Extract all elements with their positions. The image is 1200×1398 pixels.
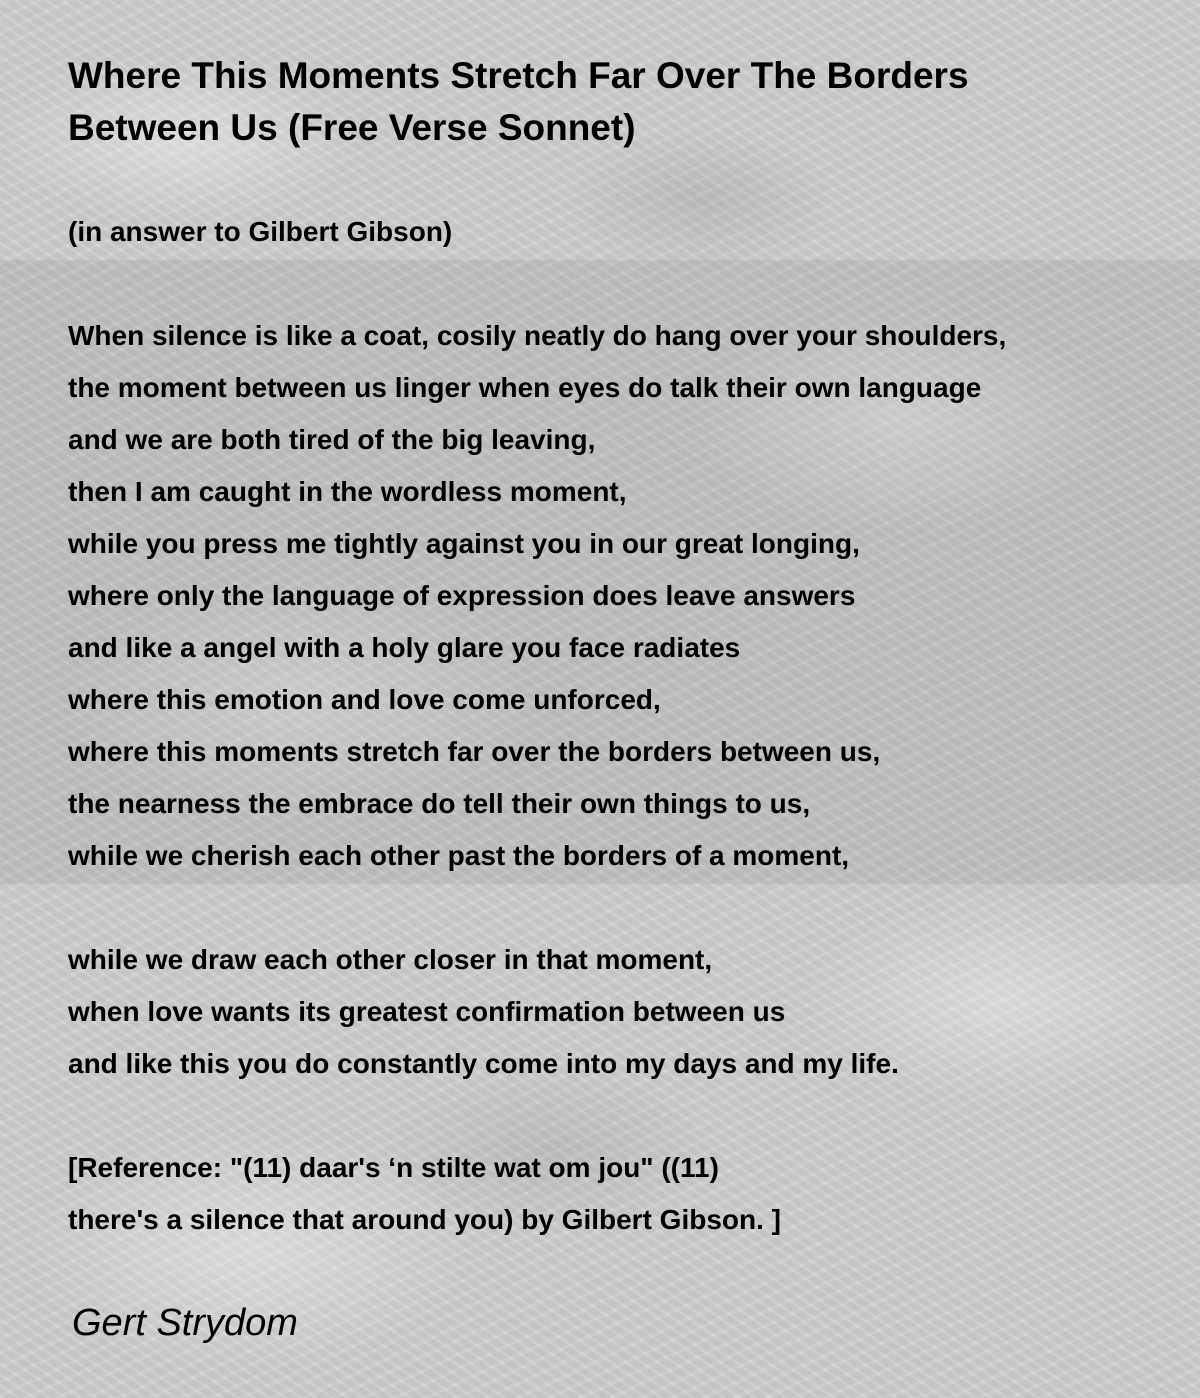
poem-title xyxy=(68,50,1178,154)
poem-title-line: Where This Moments Stretch Far Over The Borders xyxy=(68,55,969,96)
poem-line: where this moments stretch far over the borders between us, xyxy=(68,736,881,767)
reference-line: [Reference: "(11) daar's ‘n stilte wat om jou" ((11) xyxy=(68,1152,719,1183)
poem-title-line: Between Us (Free Verse Sonnet) xyxy=(68,107,636,148)
poem-line: then I am caught in the wordless moment, xyxy=(68,476,627,507)
poem-line: while you press me tightly against you in our great longing, xyxy=(68,528,860,559)
poem-line: and like a angel with a holy glare you face radiates xyxy=(68,632,741,663)
poem-line: where only the language of expression does leave answers xyxy=(68,580,856,611)
poem-reference xyxy=(68,1142,1178,1246)
poem-line: When silence is like a coat, cosily neatly do hang over your shoulders, xyxy=(68,320,1007,351)
reference-line: there's a silence that around you) by Gilbert Gibson. ] xyxy=(68,1204,782,1235)
poem-line: the moment between us linger when eyes do talk their own language xyxy=(68,372,982,403)
poem-line: while we draw each other closer in that moment, xyxy=(68,944,713,975)
poem-body xyxy=(68,50,1178,1246)
poem-line: and like this you do constantly come into my days and my life. xyxy=(68,1048,899,1079)
stanza-2 xyxy=(68,934,1178,1090)
poem-line: where this emotion and love come unforced, xyxy=(68,684,661,715)
poem-line: the nearness the embrace do tell their own things to us, xyxy=(68,788,811,819)
poem-line: and we are both tired of the big leaving, xyxy=(68,424,596,455)
poem-line: while we cherish each other past the borders of a moment, xyxy=(68,840,850,871)
poem-author: Gert Strydom xyxy=(72,1302,298,1344)
poem-dedication: (in answer to Gilbert Gibson) xyxy=(68,216,453,247)
poem-line: when love wants its greatest confirmation between us xyxy=(68,996,786,1027)
stanza-1 xyxy=(68,310,1178,882)
